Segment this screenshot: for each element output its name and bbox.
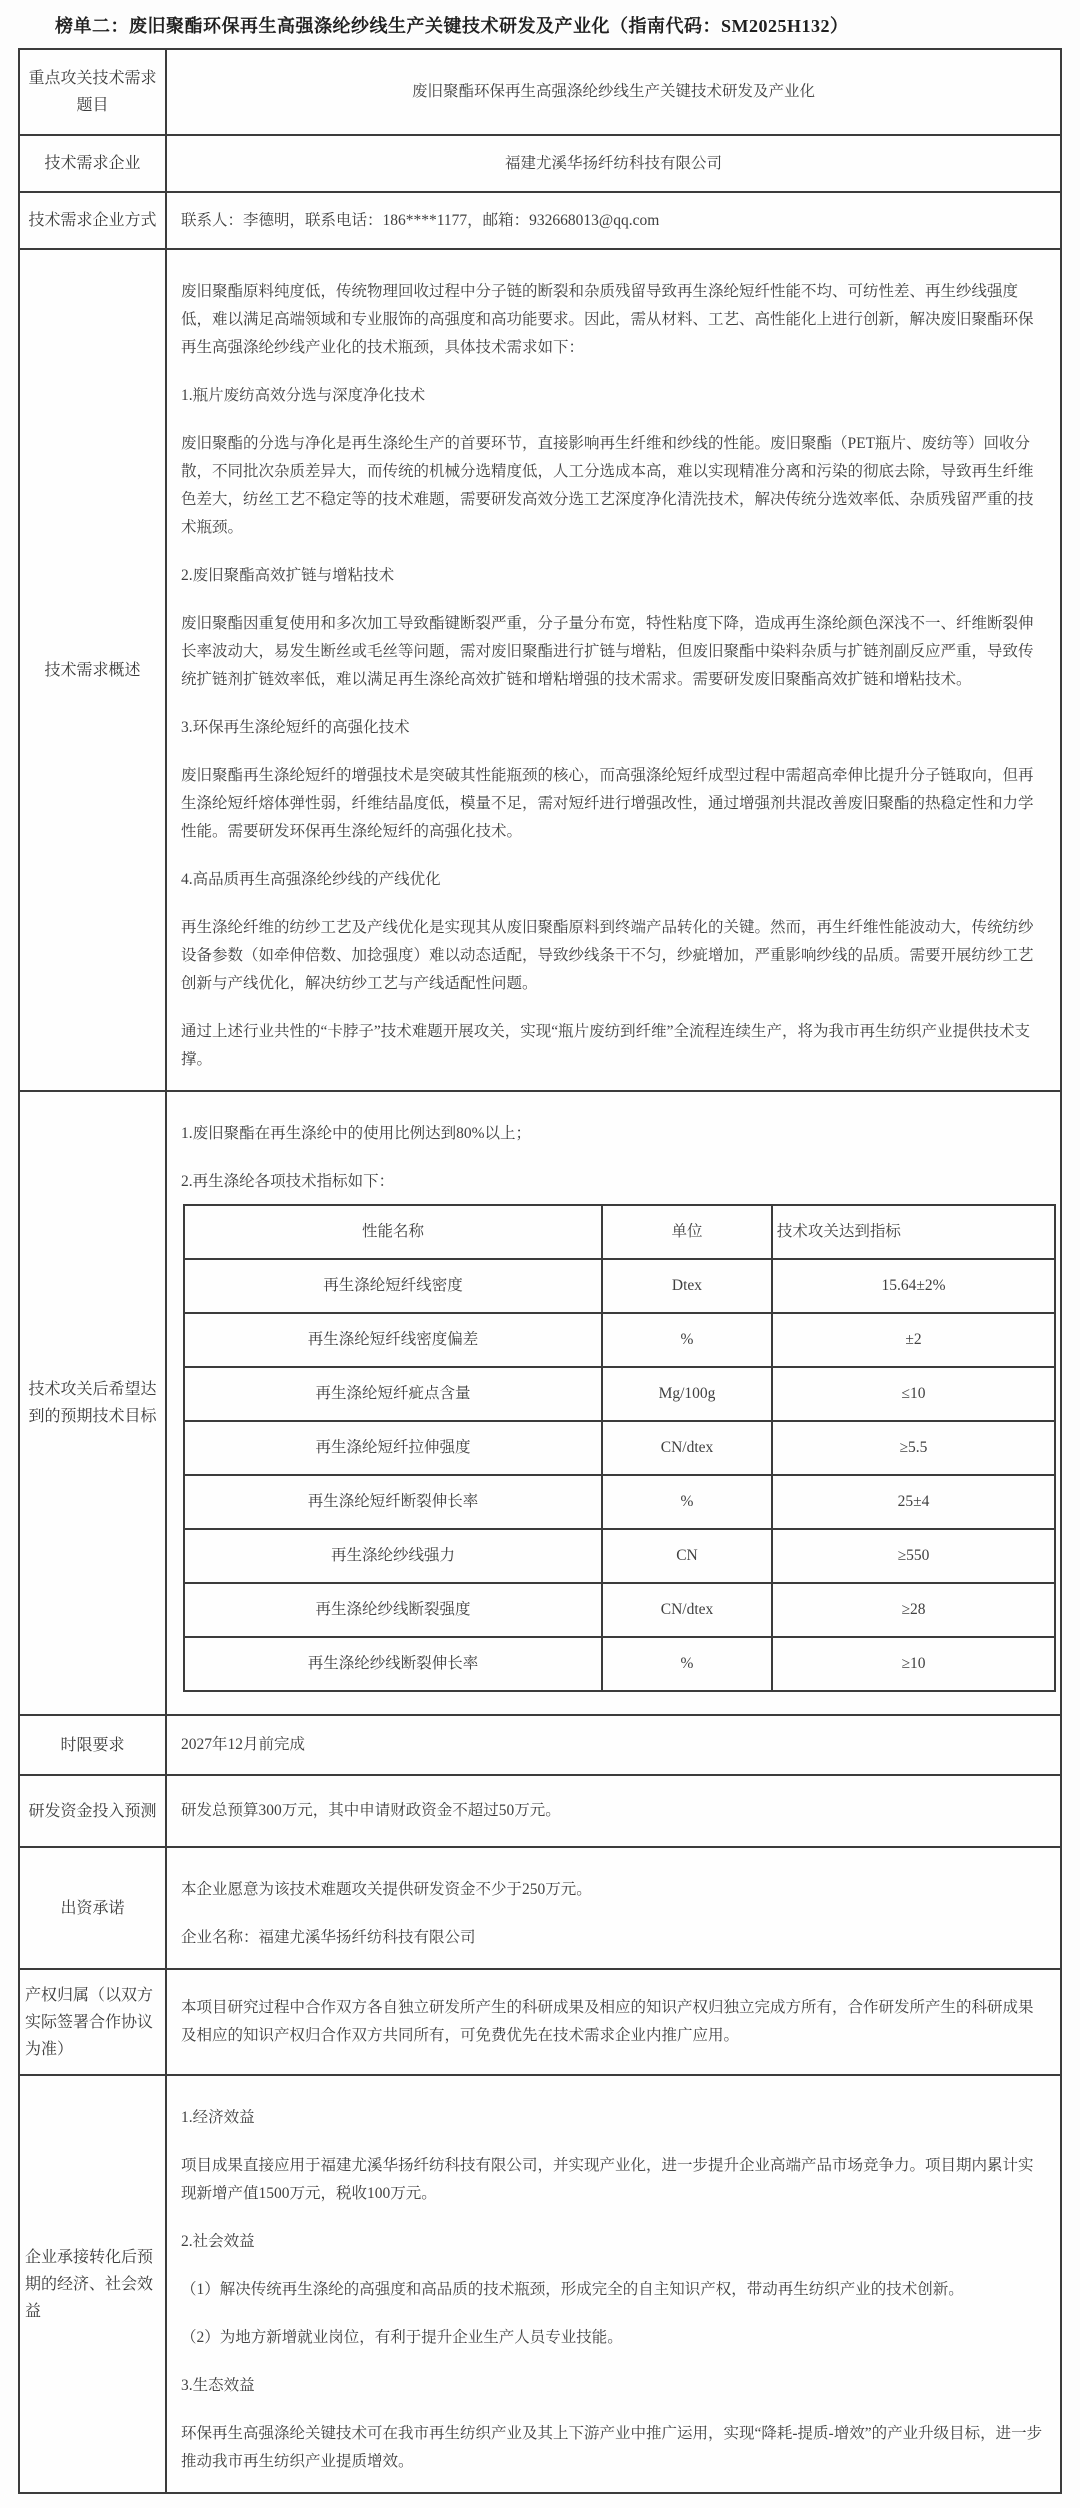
overview-paragraph: 1.瓶片废纺高效分选与深度净化技术 [181, 387, 426, 404]
indicator-unit: Mg/100g [602, 1367, 772, 1421]
funding-paragraph: 企业名称：福建尤溪华扬纤纺科技有限公司 [181, 1929, 476, 1946]
table-row-contact [19, 192, 1061, 249]
table-row-deadline [19, 1715, 1061, 1775]
indicator-name: 再生涤纶纱线强力 [184, 1529, 602, 1583]
row-label-ipr: 产权归属（以双方实际签署合作协议为准） [19, 1969, 166, 2075]
table-row-benefits [19, 2075, 1061, 2493]
overview-paragraph: 废旧聚酯再生涤纶短纤的增强技术是突破其性能瓶颈的核心，而高强涤纶短纤成型过程中需超高牵伸比提升分子链取向，但再生涤纶短纤熔体弹性弱，纤维结晶度低，模量不足，需对短纤进行增强改性，通过增强剂共混改善废旧聚酯的热稳定性和力学性能。需要研发环保再生涤纶短纤的高强化技术。 [181, 767, 1034, 840]
row-label-title: 重点攻关技术需求题目 [19, 49, 166, 135]
overview-paragraph: 废旧聚酯原料纯度低，传统物理回收过程中分子链的断裂和杂质残留导致再生涤纶短纤性能不均、可纺性差、再生纱线强度低，难以满足高端领域和专业服饰的高强度和高功能要求。因此，需从材料、工艺、高性能化上进行创新，解决废旧聚酯环保再生高强涤纶纱线产业化的技术瓶颈，具体技术需求如下： [181, 283, 1034, 356]
row-content-ipr: 本项目研究过程中合作双方各自独立研发所产生的科研成果及相应的知识产权归独立完成方所有，合作研发所产生的科研成果及相应的知识产权归合作双方共同所有，可免费优先在技术需求企业内推广应用。 [166, 1969, 1061, 2075]
indicator-target: 15.64±2% [772, 1259, 1055, 1313]
row-content-budget: 研发总预算300万元，其中申请财政资金不超过50万元。 [166, 1775, 1061, 1847]
overview-paragraph: 2.废旧聚酯高效扩链与增粘技术 [181, 567, 395, 584]
overview-paragraph: 通过上述行业共性的“卡脖子”技术难题开展攻关，实现“瓶片废纺到纤维”全流程连续生产，将为我市再生纺织产业提供技术支撑。 [181, 1023, 1031, 1068]
indicator-unit: % [602, 1313, 772, 1367]
row-content-title: 废旧聚酯环保再生高强涤纶纱线生产关键技术研发及产业化 [166, 49, 1061, 135]
targets-intro-line: 1.废旧聚酯在再生涤纶中的使用比例达到80%以上； [181, 1125, 532, 1142]
indicator-unit: CN [602, 1529, 772, 1583]
indicator-unit: Dtex [602, 1259, 772, 1313]
benefits-paragraph: 3.生态效益 [181, 2377, 255, 2394]
targets-intro [181, 1120, 1046, 1196]
row-label-benefits: 企业承接转化后预期的经济、社会效益 [19, 2075, 166, 2493]
indicator-name: 再生涤纶纱线断裂强度 [184, 1583, 602, 1637]
benefits-paragraph: 1.经济效益 [181, 2109, 255, 2126]
indicator-header-row [184, 1205, 1055, 1259]
indicator-target: 25±4 [772, 1475, 1055, 1529]
indicator-name: 再生涤纶短纤线密度偏差 [184, 1313, 602, 1367]
indicator-header-name: 性能名称 [184, 1205, 602, 1259]
row-content-contact: 联系人：李德明，联系电话：186****1177，邮箱：932668013@qq.com [166, 192, 1061, 249]
funding-paragraph: 本企业愿意为该技术难题攻关提供研发资金不少于250万元。 [181, 1881, 592, 1898]
indicator-target: ≥10 [772, 1637, 1055, 1691]
benefits-paragraph: （2）为地方新增就业岗位，有利于提升企业生产人员专业技能。 [181, 2329, 623, 2346]
row-label-deadline: 时限要求 [19, 1715, 166, 1775]
row-label-targets: 技术攻关后希望达到的预期技术目标 [19, 1091, 166, 1715]
table-row-funding [19, 1847, 1061, 1969]
benefits-paragraph: 项目成果直接应用于福建尤溪华扬纤纺科技有限公司，并实现产业化，进一步提升企业高端产品市场竞争力。项目期内累计实现新增产值1500万元，税收100万元。 [181, 2157, 1034, 2202]
indicator-row [184, 1367, 1055, 1421]
benefits-paragraphs [181, 2104, 1046, 2476]
indicator-rows [184, 1259, 1055, 1691]
table-row-company [19, 135, 1061, 192]
indicator-row [184, 1313, 1055, 1367]
overview-paragraph: 3.环保再生涤纶短纤的高强化技术 [181, 719, 410, 736]
indicator-name: 再生涤纶短纤断裂伸长率 [184, 1475, 602, 1529]
indicator-name: 再生涤纶短纤疵点含量 [184, 1367, 602, 1421]
indicator-row [184, 1637, 1055, 1691]
indicator-row [184, 1421, 1055, 1475]
indicator-header-target: 技术攻关达到指标 [772, 1205, 1055, 1259]
table-row-budget [19, 1775, 1061, 1847]
indicator-name: 再生涤纶短纤线密度 [184, 1259, 602, 1313]
indicator-name: 再生涤纶纱线断裂伸长率 [184, 1637, 602, 1691]
row-content-deadline: 2027年12月前完成 [166, 1715, 1061, 1775]
indicator-target: ≥5.5 [772, 1421, 1055, 1475]
indicator-row [184, 1529, 1055, 1583]
row-content-company: 福建尤溪华扬纤纺科技有限公司 [166, 135, 1061, 192]
page-title: 榜单二：废旧聚酯环保再生高强涤纶纱线生产关键技术研发及产业化（指南代码：SM2025H132） [55, 16, 849, 36]
benefits-paragraph: （1）解决传统再生涤纶的高强度和高品质的技术瓶颈，形成完全的自主知识产权，带动再生纺织产业的技术创新。 [181, 2281, 964, 2298]
benefits-paragraph: 2.社会效益 [181, 2233, 255, 2250]
overview-paragraphs [181, 278, 1046, 1074]
indicator-target: ±2 [772, 1313, 1055, 1367]
row-content-targets [166, 1091, 1061, 1715]
row-content-benefits [166, 2075, 1061, 2493]
requirements-table [18, 48, 1062, 2494]
table-row-targets [19, 1091, 1061, 1715]
indicator-row [184, 1259, 1055, 1313]
overview-paragraph: 再生涤纶纤维的纺纱工艺及产线优化是实现其从废旧聚酯原料到终端产品转化的关键。然而，再生纤维性能波动大，传统纺纱设备参数（如牵伸倍数、加捻强度）难以动态适配，导致纱线条干不匀，纱疵增加，严重影响纱线的品质。需要开展纺纱工艺创新与产线优化，解决纺纱工艺与产线适配性问题。 [181, 919, 1034, 992]
row-label-company: 技术需求企业 [19, 135, 166, 192]
overview-paragraph: 4.高品质再生高强涤纶纱线的产线优化 [181, 871, 441, 888]
table-row-title [19, 49, 1061, 135]
funding-paragraphs [181, 1876, 1046, 1952]
indicator-unit: % [602, 1637, 772, 1691]
row-label-funding: 出资承诺 [19, 1847, 166, 1969]
indicator-table [183, 1204, 1056, 1692]
row-label-budget: 研发资金投入预测 [19, 1775, 166, 1847]
benefits-paragraph: 环保再生高强涤纶关键技术可在我市再生纺织产业及其上下游产业中推广运用，实现“降耗-提质-增效”的产业升级目标，进一步推动我市再生纺织产业提质增效。 [181, 2425, 1043, 2470]
indicator-target: ≤10 [772, 1367, 1055, 1421]
row-content-overview [166, 249, 1061, 1091]
indicator-unit: CN/dtex [602, 1583, 772, 1637]
indicator-unit: % [602, 1475, 772, 1529]
indicator-header-unit: 单位 [602, 1205, 772, 1259]
indicator-target: ≥550 [772, 1529, 1055, 1583]
row-content-funding [166, 1847, 1061, 1969]
table-row-ipr [19, 1969, 1061, 2075]
indicator-name: 再生涤纶短纤拉伸强度 [184, 1421, 602, 1475]
indicator-row [184, 1583, 1055, 1637]
overview-paragraph: 废旧聚酯因重复使用和多次加工导致酯键断裂严重，分子量分布宽，特性粘度下降，造成再生涤纶颜色深浅不一、纤维断裂伸长率波动大，易发生断丝或毛丝等问题，需对废旧聚酯进行扩链与增粘，但废旧聚酯中染料杂质与扩链剂副反应严重，导致传统扩链剂扩链效率低，难以满足再生涤纶高效扩链和增粘增强的技术需求。需要研发废旧聚酯高效扩链和增粘技术。 [181, 615, 1034, 688]
targets-intro-line: 2.再生涤纶各项技术指标如下： [181, 1173, 395, 1190]
table-row-overview [19, 249, 1061, 1091]
indicator-row [184, 1475, 1055, 1529]
row-label-contact: 技术需求企业方式 [19, 192, 166, 249]
overview-paragraph: 废旧聚酯的分选与净化是再生涤纶生产的首要环节，直接影响再生纤维和纱线的性能。废旧聚酯（PET瓶片、废纺等）回收分散，不同批次杂质差异大，而传统的机械分选精度低，人工分选成本高，难以实现精准分离和污染的彻底去除，导致再生纤维色差大，纺丝工艺不稳定等的技术难题，需要研发高效分选工艺深度净化清洗技术，解决传统分选效率低、杂质残留严重的技术瓶颈。 [181, 435, 1034, 536]
indicator-target: ≥28 [772, 1583, 1055, 1637]
row-label-overview: 技术需求概述 [19, 249, 166, 1091]
indicator-unit: CN/dtex [602, 1421, 772, 1475]
